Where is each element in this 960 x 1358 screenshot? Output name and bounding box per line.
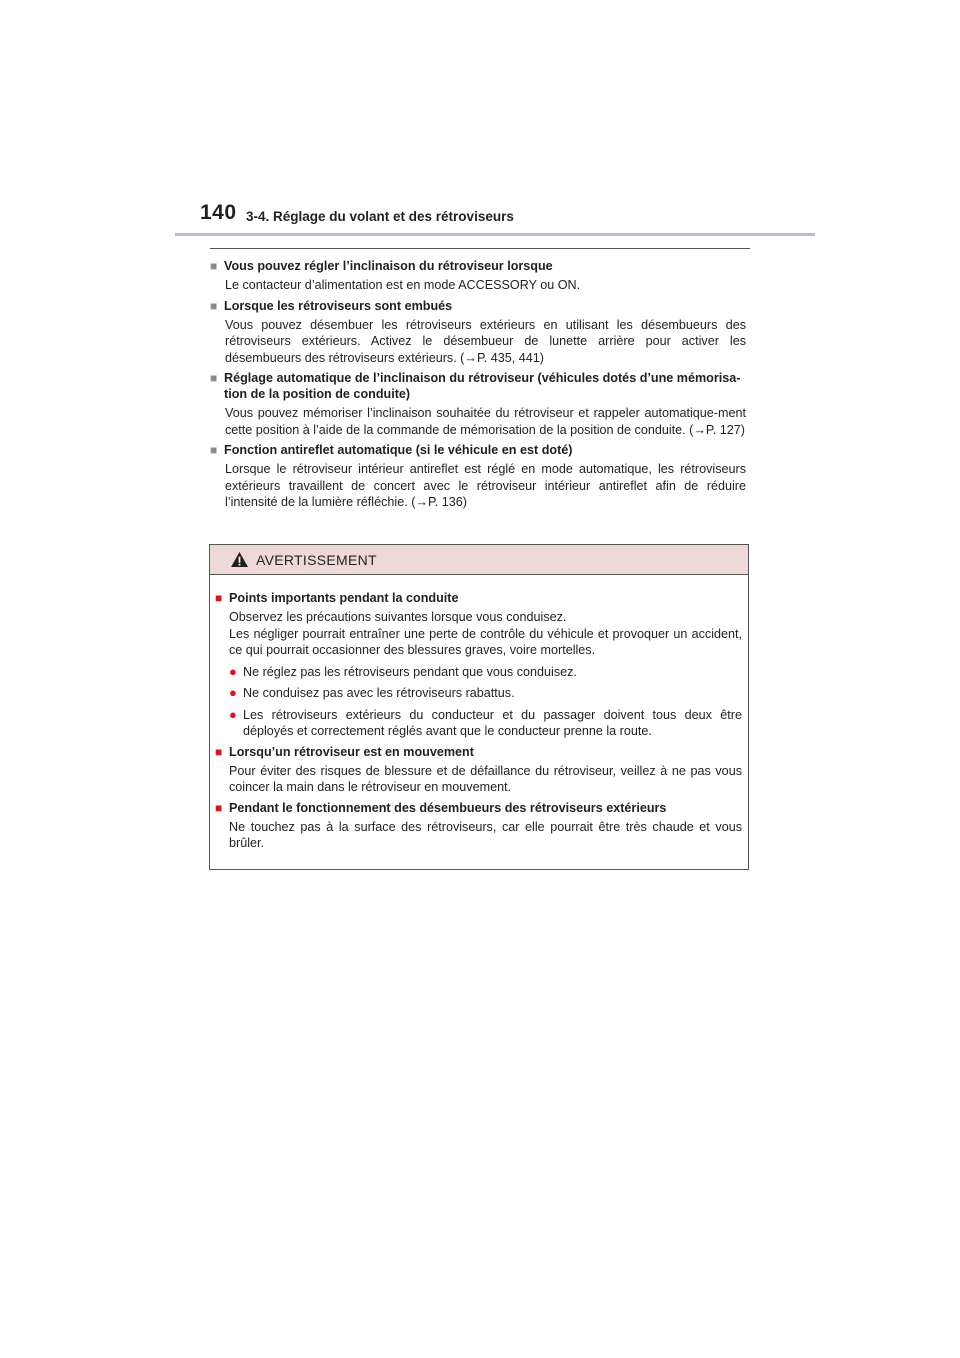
- square-bullet-icon: ■: [210, 298, 218, 313]
- warning-section-body: Pour éviter des risques de blessure et de défaillance du rétroviseur, veillez à ne pas vous coincer la main dans le rétroviseur en mouvement.: [229, 763, 742, 794]
- square-bullet-icon: ■: [210, 371, 218, 385]
- section-fogged-mirrors: [210, 298, 746, 367]
- red-dot-bullet-icon: ●: [229, 706, 237, 722]
- red-dot-bullet-icon: ●: [229, 685, 237, 700]
- warning-title: AVERTISSEMENT: [256, 551, 377, 568]
- content-top-rule: [210, 248, 750, 249]
- section-body: Le contacteur d’alimentation est en mode ACCESSORY ou ON.: [225, 278, 581, 292]
- section-auto-angle: [210, 370, 746, 438]
- square-bullet-icon: ■: [215, 591, 223, 605]
- warning-section-driving: [215, 590, 742, 740]
- warning-section-body: Ne touchez pas à la surface des rétroviseurs, car elle pourrait être très chaude et vous brûler.: [229, 819, 742, 850]
- warning-section-mirror-moving: [215, 744, 742, 796]
- warning-triangle-icon: [230, 551, 249, 568]
- warning-section-title: Points importants pendant la conduite: [229, 591, 459, 605]
- warning-section-title: Lorsqu’un rétroviseur est en mouvement: [229, 744, 474, 759]
- square-bullet-icon: ■: [210, 259, 218, 273]
- section-auto-antiglare: [210, 442, 746, 511]
- section-body: Vous pouvez désembuer les rétroviseurs extérieurs en utilisant les désembueurs des rétroviseurs extérieurs. Activez le désembueur de lunette arrière pour activer les désembueurs des rétroviseurs extérieurs. (→P. 435, 441): [225, 317, 746, 365]
- warning-header: [210, 545, 748, 575]
- section-title: Réglage automatique de l’inclinaison du rétroviseur (véhicules dotés d’une mémorisa-tion de la position de conduite): [224, 371, 741, 401]
- section-body: Vous pouvez mémoriser l’inclinaison souhaitée du rétroviseur et rappeler automatique-ment cette position à l’aide de la commande de mémorisation de la position de conduite. (→P. 127): [225, 406, 746, 437]
- section-title: Fonction antireflet automatique (si le véhicule en est doté): [224, 443, 573, 457]
- section-title: Lorsque les rétroviseurs sont embués: [224, 298, 453, 313]
- warning-content: [210, 575, 748, 852]
- list-item: ● Ne conduisez pas avec les rétroviseurs rabattus.: [229, 685, 515, 700]
- square-bullet-icon: ■: [215, 744, 223, 759]
- header-rule: [175, 233, 815, 236]
- section-body: Lorsque le rétroviseur intérieur antireflet est réglé en mode automatique, les rétroviseurs extérieurs travaillent de concert avec le rétroviseur intérieur antireflet afin de réduire l’intensité de la lumière réfléchie. (→P. 136): [225, 462, 746, 509]
- square-bullet-icon: ■: [210, 443, 218, 457]
- page-number: 140: [200, 201, 237, 224]
- section-mirror-adjust-when: [210, 258, 746, 294]
- main-content: [210, 258, 746, 515]
- red-dot-bullet-icon: ●: [229, 663, 237, 679]
- warning-section-title: Pendant le fonctionnement des désembueurs des rétroviseurs extérieurs: [229, 800, 667, 815]
- chapter-title: 3-4. Réglage du volant et des rétroviseurs: [246, 209, 514, 224]
- warning-box: [209, 544, 749, 870]
- section-title: Vous pouvez régler l’inclinaison du rétroviseur lorsque: [224, 259, 553, 273]
- warning-section-defoggers: [215, 800, 742, 852]
- list-item: ● Ne réglez pas les rétroviseurs pendant que vous conduisez.: [229, 663, 577, 679]
- warning-section-body: Observez les précautions suivantes lorsque vous conduisez. Les négliger pourrait entraîner une perte de contrôle du véhicule et provoquer un accident, ce qui pourrait occasionner des blessures graves, voire mortelles.: [229, 610, 742, 657]
- list-item: ● Les rétroviseurs extérieurs du conducteur et du passager doivent tous deux être déployés et correctement réglés avant que le conducteur prenne la route.: [229, 706, 742, 738]
- square-bullet-icon: ■: [215, 800, 223, 815]
